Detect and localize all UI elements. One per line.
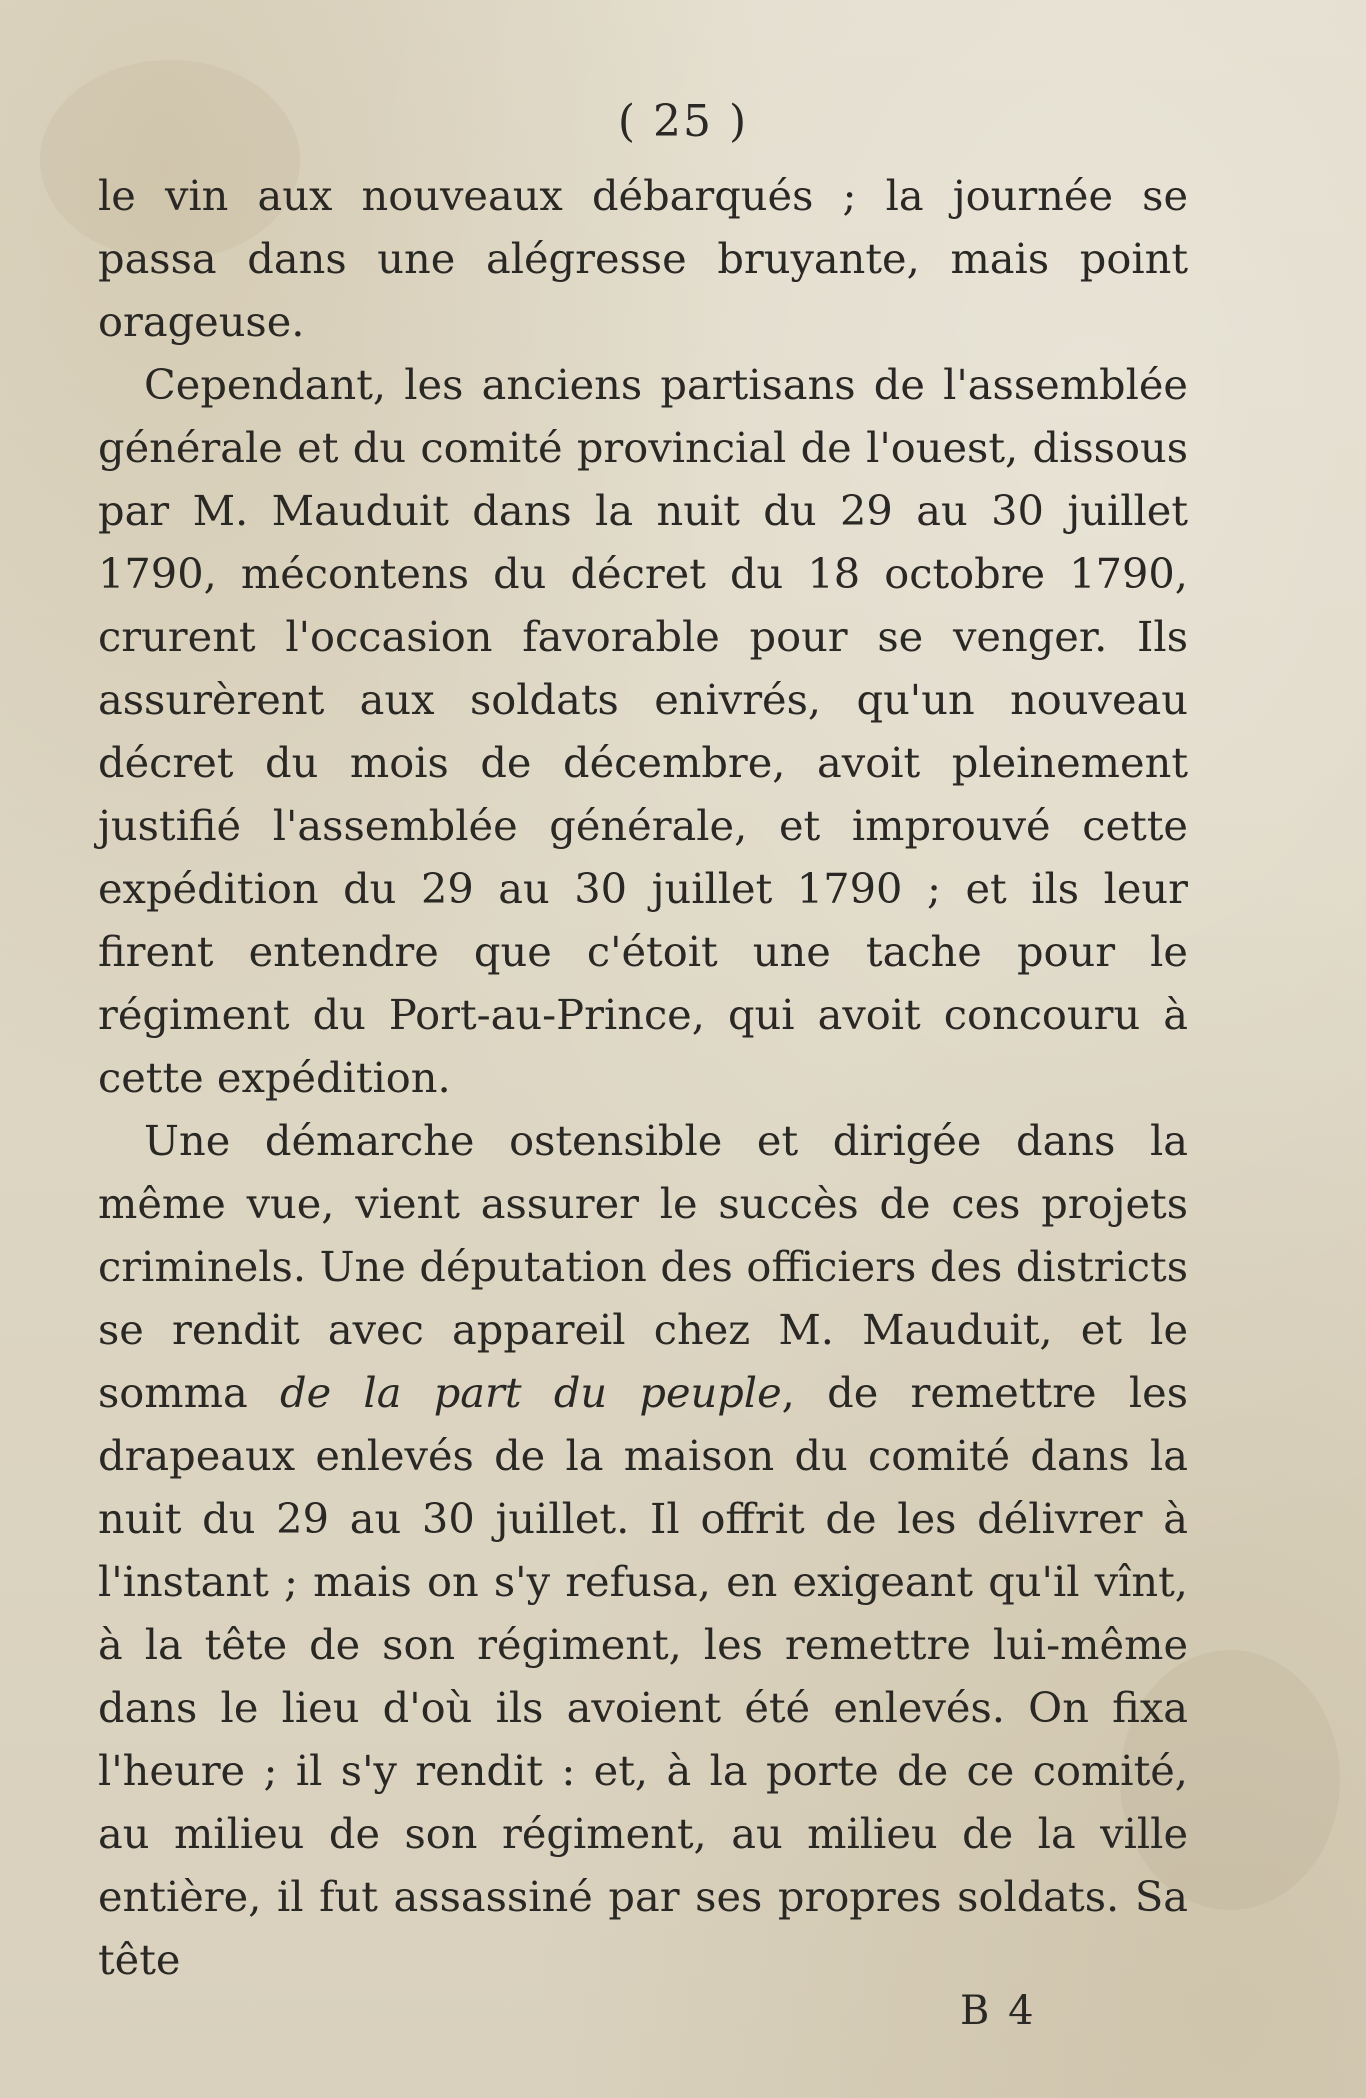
paragraph-1: le vin aux nouveaux débarqués ; la journée se passa dans une alégresse bruyante, mais point orageuse. [98,171,1188,346]
italic-phrase: de la part du peuple [280,1368,782,1417]
page-number: ( 25 ) [617,96,749,147]
body-text [98,164,1188,1991]
paragraph-2: Cependant, les anciens partisans de l'assemblée générale et du comité provincial de l'ouest, dissous par M. Mauduit dans la nuit du 29 au 30 juillet 1790, mécontens du décret du 18 octobre 1790, crurent l'occasion favorable pour se venger. Ils assurèrent aux soldats enivrés, qu'un nouveau décret du mois de décembre, avoit pleinement justifié l'assemblée générale, et improuvé cette expédition du 29 au 30 juillet 1790 ; et ils leur firent entendre que c'étoit une tache pour le régiment du Port-au-Prince, qui avoit concouru à cette expédition. [98,360,1188,1102]
signature-mark: B 4 [960,1988,1037,2034]
paragraph-3-start: Une démarche ostensible et dirigée dans la même vue, vient assurer le succès de ces projets criminels. Une députation des officiers des districts se rendit avec appareil chez M. Mauduit, et le somma [98,1116,1188,1417]
paragraph-3-end: , de remettre les drapeaux enlevés de la maison du comité dans la nuit du 29 au 30 juillet. Il offrit de les délivrer à l'instant ; mais on s'y refusa, en exigeant qu'il vînt, à la tête de son régiment, les remettre lui-même dans le lieu d'où ils avoient été enlevés. On fixa l'heure ; il s'y rendit : et, à la porte de ce comité, au milieu de son régiment, au milieu de la ville entière, il fut assassiné par ses propres soldats. Sa tête [98,1368,1189,1984]
paragraph-3 [98,1109,1188,1991]
